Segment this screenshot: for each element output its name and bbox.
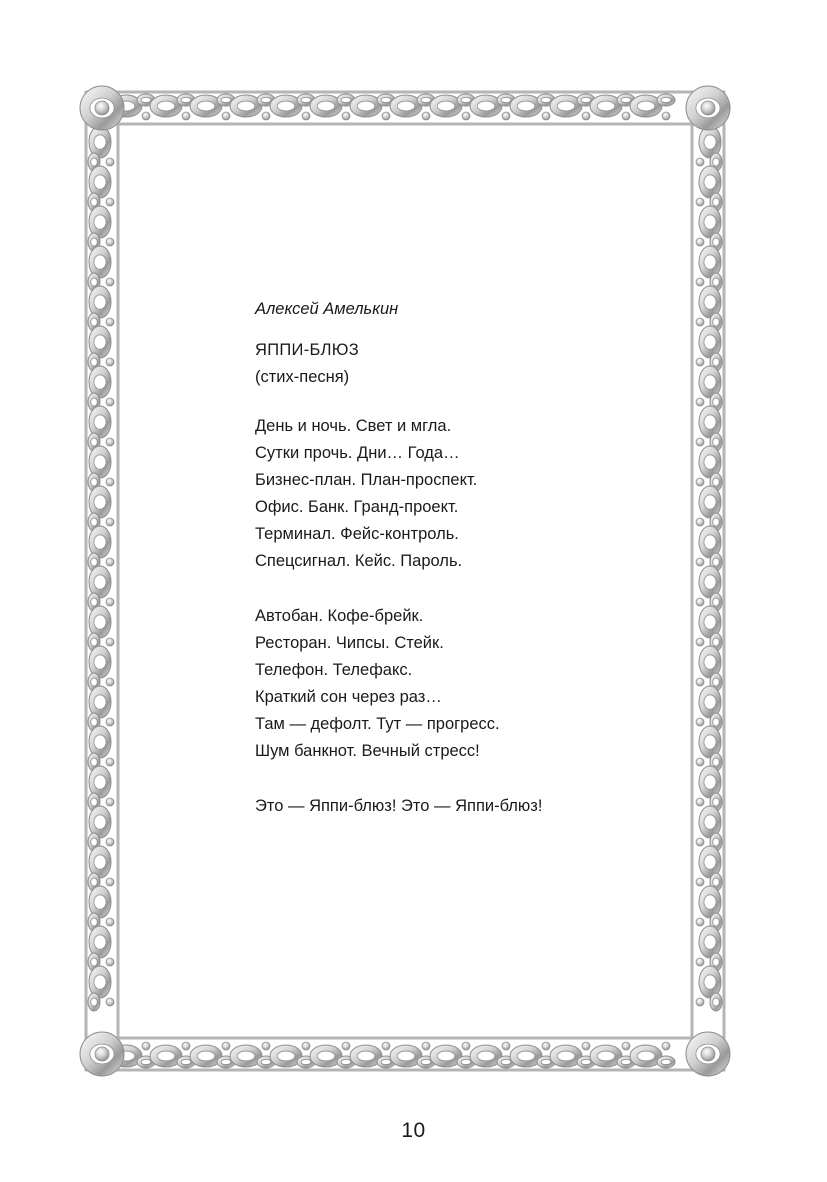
- scroll-bead: [342, 112, 350, 120]
- scroll-bead: [696, 278, 704, 286]
- scroll-loop: [657, 1056, 675, 1068]
- scroll-bead: [106, 798, 114, 806]
- scroll-bead: [696, 678, 704, 686]
- page-number: 10: [401, 1119, 426, 1142]
- poem-line: Ресторан. Чипсы. Стейк.: [255, 634, 444, 652]
- scroll-bead: [462, 1042, 470, 1050]
- scroll-bead: [696, 478, 704, 486]
- poem-line: Шум банкнот. Вечный стресс!: [255, 742, 480, 760]
- scroll-bead: [106, 638, 114, 646]
- scroll-loop: [657, 94, 675, 106]
- scroll-bead: [142, 112, 150, 120]
- poem-subtitle: (стих-песня): [255, 368, 350, 386]
- scroll-bead: [462, 112, 470, 120]
- scroll-bead: [106, 398, 114, 406]
- scroll-bead: [382, 112, 390, 120]
- stanza: [255, 603, 675, 765]
- scroll-bead: [696, 638, 704, 646]
- scroll-bead: [696, 238, 704, 246]
- poem-line: День и ночь. Свет и мгла.: [255, 417, 452, 435]
- scroll-bead: [106, 478, 114, 486]
- scroll-bead: [262, 112, 270, 120]
- scroll-bead: [106, 278, 114, 286]
- scroll-bead: [696, 758, 704, 766]
- poem: [255, 296, 675, 848]
- scroll-bead: [106, 878, 114, 886]
- scroll-bead: [142, 1042, 150, 1050]
- scroll-bead: [182, 1042, 190, 1050]
- scroll-bead: [696, 718, 704, 726]
- scroll-bead: [582, 112, 590, 120]
- scroll-bead: [696, 838, 704, 846]
- scroll-bead: [302, 112, 310, 120]
- poem-title: ЯППИ-БЛЮЗ: [255, 341, 359, 359]
- poem-line: Терминал. Фейс-контроль.: [255, 525, 459, 543]
- poem-author: Алексей Амелькин: [255, 300, 399, 318]
- scroll-bead: [696, 318, 704, 326]
- scroll-bead: [662, 112, 670, 120]
- scroll-bead: [696, 398, 704, 406]
- poem-line: Телефон. Телефакс.: [255, 661, 413, 679]
- scroll-bead: [222, 1042, 230, 1050]
- scroll-bead: [106, 358, 114, 366]
- scroll-bead: [696, 558, 704, 566]
- scroll-loop: [88, 993, 100, 1011]
- scroll-bead: [502, 1042, 510, 1050]
- scroll-bead: [106, 758, 114, 766]
- scroll-bead: [106, 678, 114, 686]
- poem-line: Сутки прочь. Дни… Года…: [255, 444, 460, 462]
- scroll-bead: [106, 438, 114, 446]
- poem-line: Краткий сон через раз…: [255, 688, 442, 706]
- stanza: [255, 793, 675, 820]
- scroll-bead: [696, 358, 704, 366]
- scroll-bead: [422, 112, 430, 120]
- scroll-bead: [106, 918, 114, 926]
- poem-line: Офис. Банк. Гранд-проект.: [255, 498, 459, 516]
- scroll-bead: [106, 958, 114, 966]
- scroll-bead: [106, 198, 114, 206]
- scroll-bead: [696, 958, 704, 966]
- scroll-bead: [106, 998, 114, 1006]
- scroll-bead: [106, 838, 114, 846]
- scroll-bead: [502, 112, 510, 120]
- scroll-bead: [696, 518, 704, 526]
- scroll-bead: [106, 518, 114, 526]
- scroll-bead: [106, 238, 114, 246]
- scroll-bead: [696, 198, 704, 206]
- scroll-bead: [302, 1042, 310, 1050]
- poem-line: Там — дефолт. Тут — прогресс.: [255, 715, 500, 733]
- poem-line: Спецсигнал. Кейс. Пароль.: [255, 552, 463, 570]
- scroll-bead: [696, 598, 704, 606]
- scroll-bead: [422, 1042, 430, 1050]
- scroll-bead: [342, 1042, 350, 1050]
- scroll-bead: [106, 318, 114, 326]
- scroll-bead: [182, 112, 190, 120]
- scroll-bead: [696, 918, 704, 926]
- poem-line: Автобан. Кофе-брейк.: [255, 607, 424, 625]
- scroll-bead: [542, 112, 550, 120]
- scroll-bead: [106, 718, 114, 726]
- scroll-bead: [622, 112, 630, 120]
- scroll-bead: [542, 1042, 550, 1050]
- scroll-bead: [106, 558, 114, 566]
- scroll-bead: [696, 878, 704, 886]
- scroll-bead: [662, 1042, 670, 1050]
- scroll-bead: [582, 1042, 590, 1050]
- scroll-bead: [95, 1047, 109, 1061]
- scroll-bead: [696, 438, 704, 446]
- poem-refrain: Это — Яппи-блюз! Это — Яппи-блюз!: [255, 797, 543, 815]
- poem-line: Бизнес-план. План-проспект.: [255, 471, 478, 489]
- scroll-bead: [622, 1042, 630, 1050]
- scroll-bead: [95, 101, 109, 115]
- scroll-bead: [696, 798, 704, 806]
- scroll-bead: [696, 998, 704, 1006]
- scroll-loop: [710, 993, 722, 1011]
- scroll-bead: [222, 112, 230, 120]
- stanza: [255, 413, 675, 575]
- scroll-bead: [106, 598, 114, 606]
- scroll-bead: [106, 158, 114, 166]
- scroll-bead: [701, 1047, 715, 1061]
- scroll-bead: [701, 101, 715, 115]
- scroll-bead: [382, 1042, 390, 1050]
- scroll-bead: [262, 1042, 270, 1050]
- scroll-bead: [696, 158, 704, 166]
